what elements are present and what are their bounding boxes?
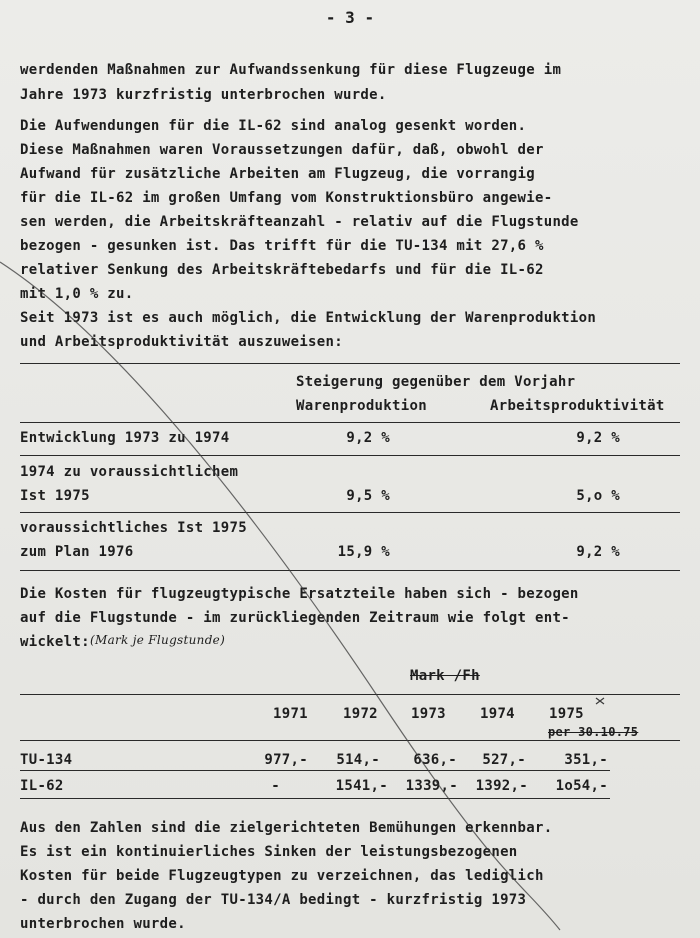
table-1-row-2-warenproduktion: 9,5 % — [346, 488, 390, 504]
table-1-row-3-warenproduktion: 15,9 % — [337, 544, 390, 560]
table-1-row-3-label-line-1: voraussichtliches Ist 1975 — [20, 520, 247, 536]
paragraph-4-line-2: Es ist ein kontinuierliches Sinken der leistungsbezogenen — [20, 844, 518, 860]
page-number: - 3 - — [325, 8, 375, 27]
table-1-header-rule — [20, 422, 680, 423]
paragraph-4-line-4: - durch den Zugang der TU-134/A bedingt - kurzfristig 1973 — [20, 892, 527, 908]
table-2-row-il62-1972: 1541,- — [335, 778, 388, 794]
table-1-row-3-label-line-2: zum Plan 1976 — [20, 544, 134, 560]
table-1-row-2-label-line-2: Ist 1975 — [20, 488, 90, 504]
paragraph-2-line-4: für die IL-62 im großen Umfang vom Konstruktionsbüro angewie- — [20, 190, 553, 206]
table-2-row-tu134-rule — [20, 770, 610, 771]
paragraph-4-line-5: unterbrochen wurde. — [20, 916, 186, 932]
paragraph-2-line-10: und Arbeitsproduktivität auszuweisen: — [20, 334, 343, 350]
table-1-row-2-label-line-1: 1974 zu voraussichtlichem — [20, 464, 239, 480]
table-2-unit-header: Mark /Fh — [410, 668, 480, 684]
table-2-year-1974: 1974 — [480, 706, 515, 722]
paragraph-2-line-1: Die Aufwendungen für die IL-62 sind analog gesenkt worden. — [20, 118, 527, 134]
table-2-row-il62-1974: 1392,- — [475, 778, 528, 794]
table-2-row-il62-1973: 1339,- — [405, 778, 458, 794]
table-1-col-header-warenproduktion: Warenproduktion — [296, 398, 427, 414]
table-1-row-1-rule — [20, 455, 680, 456]
paragraph-3-line-2: auf die Flugstunde - im zurückliegenden Zeitraum wie folgt ent- — [20, 610, 570, 626]
paragraph-2-line-9: Seit 1973 ist es auch möglich, die Entwicklung der Warenproduktion — [20, 310, 597, 326]
paragraph-2-line-5: sen werden, die Arbeitskräfteanzahl - relativ auf die Flugstunde — [20, 214, 579, 230]
table-2-row-il62-1971: - — [271, 778, 280, 794]
paragraph-2-line-6: bezogen - gesunken ist. Das trifft für die TU-134 mit 27,6 % — [20, 238, 544, 254]
table-2-year-1975: 1975 — [549, 706, 584, 722]
paragraph-4-line-3: Kosten für beide Flugzeugtypen zu verzeichnen, das lediglich — [20, 868, 544, 884]
table-1-bottom-rule — [20, 570, 680, 571]
table-1-row-3-arbeitsproduktivitaet: 9,2 % — [576, 544, 620, 560]
table-2-top-rule — [20, 694, 680, 695]
table-1-row-1-warenproduktion: 9,2 % — [346, 430, 390, 446]
table-2-row-il62-label: IL-62 — [20, 778, 64, 794]
paragraph-4-line-1: Aus den Zahlen sind die zielgerichteten Bemühungen erkennbar. — [20, 820, 553, 836]
table-2-row-tu134-1975: 351,- — [564, 752, 608, 768]
paragraph-3-line-1: Die Kosten für flugzeugtypische Ersatzteile haben sich - bezogen — [20, 586, 579, 602]
table-2-row-tu134-1974: 527,- — [482, 752, 526, 768]
paragraph-2-line-8: mit 1,0 % zu. — [20, 286, 134, 302]
table-2-year-1971: 1971 — [273, 706, 308, 722]
paragraph-2-line-7: relativer Senkung des Arbeitskräftebedarfs und für die IL-62 — [20, 262, 544, 278]
table-2-year-note: per 30.10.75 — [548, 725, 639, 739]
table-1-row-2-arbeitsproduktivitaet: 5,o % — [576, 488, 620, 504]
paragraph-1-line-2: Jahre 1973 kurzfristig unterbrochen wurde. — [20, 87, 387, 103]
table-2-year-1973: 1973 — [411, 706, 446, 722]
table-1-group-header: Steigerung gegenüber dem Vorjahr — [296, 374, 576, 390]
table-2-row-tu134-1971: 977,- — [264, 752, 308, 768]
table-1-top-rule — [20, 363, 680, 364]
table-2-row-tu134-1973: 636,- — [413, 752, 457, 768]
table-1-col-header-arbeitsproduktivitaet: Arbeitsproduktivität — [490, 398, 665, 414]
pencil-tick-mark — [596, 698, 604, 704]
paragraph-2-line-2: Diese Maßnahmen waren Voraussetzungen dafür, daß, obwohl der — [20, 142, 544, 158]
table-2-header-rule — [20, 740, 680, 741]
table-1-row-2-rule — [20, 512, 680, 513]
handwritten-note: (Mark je Flugstunde) — [90, 633, 226, 647]
table-2-row-tu134-1972: 514,- — [336, 752, 380, 768]
table-2-bottom-rule — [20, 798, 610, 799]
table-2-row-tu134-label: TU-134 — [20, 752, 73, 768]
paragraph-1-line-1: werdenden Maßnahmen zur Aufwandssenkung für diese Flugzeuge im — [20, 62, 562, 78]
paragraph-2-line-3: Aufwand für zusätzliche Arbeiten am Flugzeug, die vorrangig — [20, 166, 535, 182]
table-2-year-1972: 1972 — [343, 706, 378, 722]
table-1-row-1-arbeitsproduktivitaet: 9,2 % — [576, 430, 620, 446]
paragraph-3-line-3: wickelt: — [20, 634, 90, 650]
table-1-row-1-label: Entwicklung 1973 zu 1974 — [20, 430, 230, 446]
table-2-row-il62-1975: 1o54,- — [555, 778, 608, 794]
